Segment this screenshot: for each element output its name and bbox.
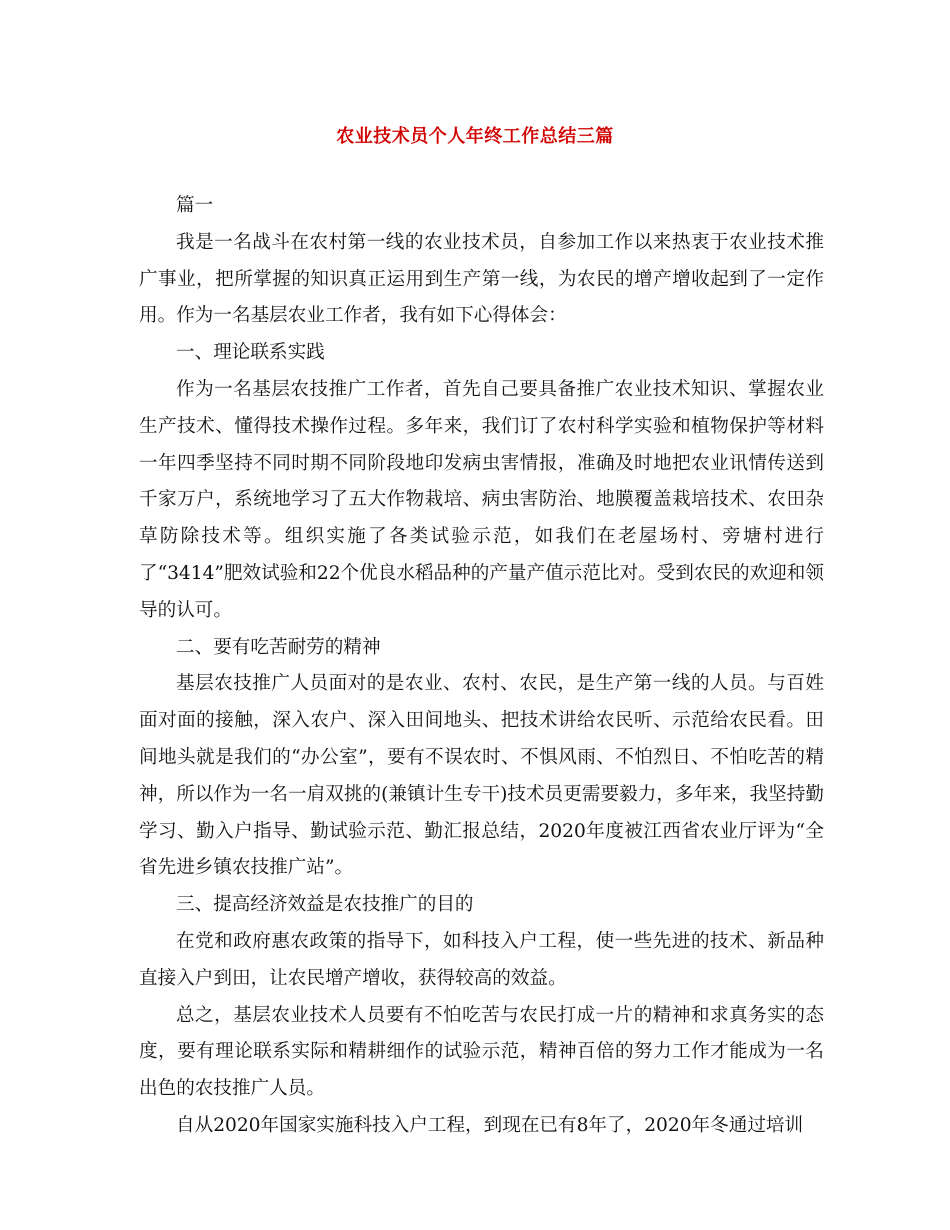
paragraph: 我是一名战斗在农村第一线的农业技术员，自参加工作以来热衷于农业技术推广事业，把所掌握的知识真正运用到生产第一线，为农民的增产增收起到了一定作用。作为一名基层农业工作者，我有如下心得体会： — [139, 231, 824, 327]
paragraph: 在党和政府惠农政策的指导下，如科技入户工程，使一些先进的技术、新品种直接入户到田，让农民增产增收，获得较高的效益。 — [139, 930, 824, 989]
paragraph: 总之，基层农业技术人员要有不怕吃苦与农民打成一片的精神和求真务实的态度，要有理论联系实际和精耕细作的试验示范，精神百倍的努力工作才能成为一名出色的农技推广人员。 — [139, 1004, 824, 1100]
section-heading: 三、提高经济效益是农技推广的目的 — [176, 894, 474, 916]
paragraph: 作为一名基层农技推广工作者，首先自己要具备推广农业技术知识、掌握农业生产技术、懂得技术操作过程。多年来，我们订了农村科学实验和植物保护等材料一年四季坚持不同时期不同阶段地印发病虫害情报，准确及时地把农业讯情传送到千家万户，系统地学习了五大作物栽培、病虫害防治、地膜覆盖栽培技术、农田杂草防除技术等。组织实施了各类试验示范，如我们在老屋场村、旁塘村进行了“3414”肥效试验和22个优良水稻品种的产量产值示范比对。受到农民的欢迎和领导的认可。 — [139, 378, 824, 621]
paragraph: 自从2020年国家实施科技入户工程，到现在已有8年了，2020年冬通过培训 — [176, 1114, 804, 1136]
document-title: 农业技术员个人年终工作总结三篇 — [336, 126, 614, 147]
section-heading: 一、理论联系实践 — [176, 342, 325, 364]
paragraph: 基层农技推广人员面对的是农业、农村、农民，是生产第一线的人员。与百姓面对面的接触，深入农户、深入田间地头、把技术讲给农民听、示范给农民看。田间地头就是我们的“办公室”，要有不误农时、不惧风雨、不怕烈日、不怕吃苦的精神，所以作为一名一肩双挑的(兼镇计生专干)技术员更需要毅力，多年来，我坚持勤学习、勤入户指导、勤试验示范、勤汇报总结，2020年度被江西省农业厅评为“全省先进乡镇农技推广站”。 — [139, 673, 824, 879]
section-heading: 篇一 — [176, 195, 214, 216]
document-body — [139, 188, 824, 1145]
section-heading: 二、要有吃苦耐劳的精神 — [176, 636, 381, 658]
